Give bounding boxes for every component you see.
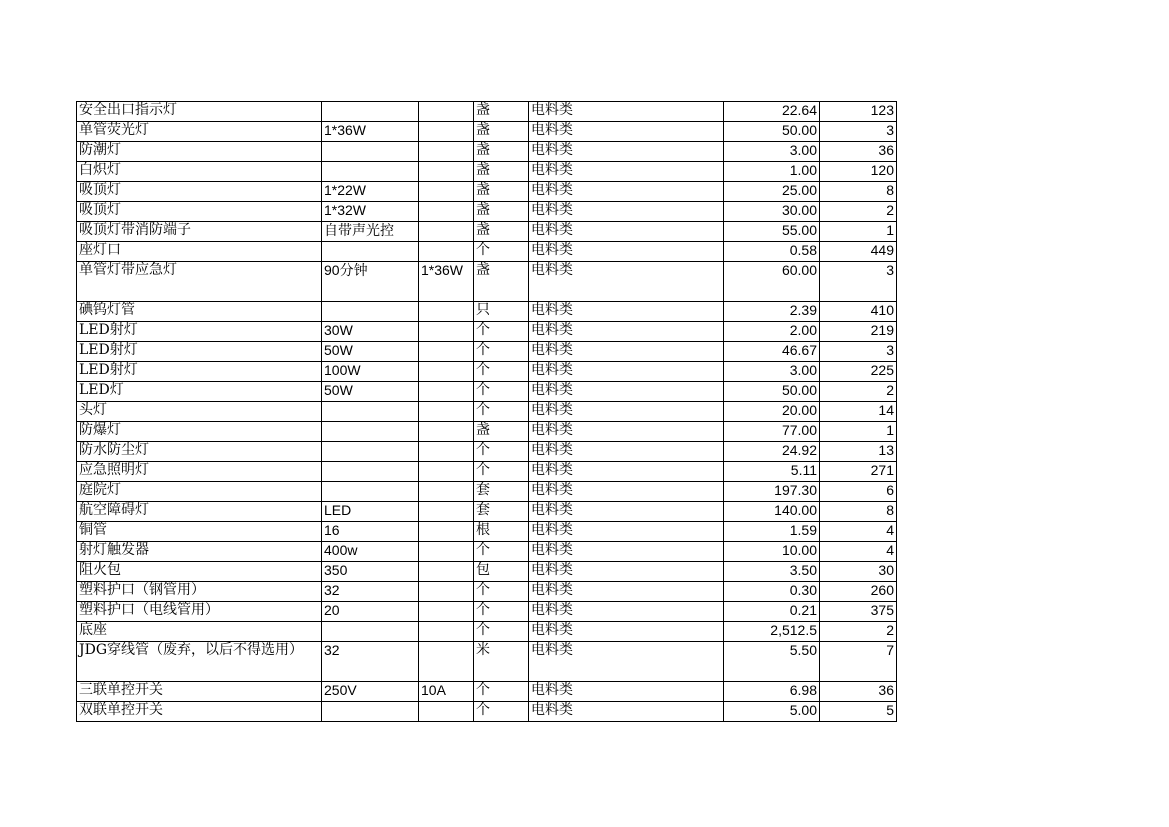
unit-price-cell[interactable]: 10.00	[724, 542, 820, 562]
unit-price-cell[interactable]: 3.50	[724, 562, 820, 582]
item-name-cell[interactable]: 吸顶灯	[77, 182, 322, 202]
table-row	[77, 482, 897, 502]
unit-cell[interactable]: 套	[474, 482, 529, 502]
quantity-cell[interactable]: 219	[820, 322, 897, 342]
table-row	[77, 342, 897, 362]
spec-extra-cell[interactable]	[419, 202, 474, 222]
spec-cell[interactable]: 400w	[322, 542, 419, 562]
spec-cell[interactable]	[322, 402, 419, 422]
unit-cell[interactable]: 根	[474, 522, 529, 542]
unit-price-cell[interactable]: 3.00	[724, 362, 820, 382]
spec-cell[interactable]: 16	[322, 522, 419, 542]
table-row	[77, 622, 897, 642]
unit-cell[interactable]: 个	[474, 462, 529, 482]
item-name-cell[interactable]: 座灯口	[77, 242, 322, 262]
item-name-cell[interactable]: 阻火包	[77, 562, 322, 582]
spec-cell[interactable]	[322, 242, 419, 262]
quantity-cell[interactable]: 7	[820, 642, 897, 682]
category-cell[interactable]: 电料类	[529, 262, 724, 302]
unit-price-cell[interactable]: 50.00	[724, 382, 820, 402]
unit-cell[interactable]: 盏	[474, 122, 529, 142]
item-name-cell[interactable]: 安全出口指示灯	[77, 102, 322, 122]
spec-cell[interactable]: 1*32W	[322, 202, 419, 222]
spec-cell[interactable]: 1*36W	[322, 122, 419, 142]
unit-price-cell[interactable]: 2,512.5	[724, 622, 820, 642]
quantity-cell[interactable]: 4	[820, 522, 897, 542]
quantity-cell[interactable]: 13	[820, 442, 897, 462]
table-row	[77, 182, 897, 202]
spec-extra-cell[interactable]	[419, 242, 474, 262]
quantity-cell[interactable]: 30	[820, 562, 897, 582]
spec-extra-cell[interactable]	[419, 482, 474, 502]
quantity-cell[interactable]: 14	[820, 402, 897, 422]
unit-price-cell[interactable]: 20.00	[724, 402, 820, 422]
spec-extra-cell[interactable]	[419, 222, 474, 242]
table-row	[77, 162, 897, 182]
quantity-cell[interactable]: 2	[820, 622, 897, 642]
category-cell[interactable]: 电料类	[529, 462, 724, 482]
category-cell[interactable]: 电料类	[529, 362, 724, 382]
category-cell[interactable]: 电料类	[529, 562, 724, 582]
unit-price-cell[interactable]: 50.00	[724, 122, 820, 142]
table-body	[77, 102, 897, 722]
quantity-cell[interactable]: 1	[820, 422, 897, 442]
unit-cell[interactable]: 盏	[474, 102, 529, 122]
category-cell[interactable]: 电料类	[529, 222, 724, 242]
spec-cell[interactable]	[322, 442, 419, 462]
unit-cell[interactable]: 个	[474, 402, 529, 422]
spec-extra-cell[interactable]	[419, 362, 474, 382]
table-row	[77, 402, 897, 422]
spec-extra-cell[interactable]	[419, 442, 474, 462]
quantity-cell[interactable]: 8	[820, 502, 897, 522]
quantity-cell[interactable]: 120	[820, 162, 897, 182]
quantity-cell[interactable]: 6	[820, 482, 897, 502]
category-cell[interactable]: 电料类	[529, 642, 724, 682]
quantity-cell[interactable]: 3	[820, 122, 897, 142]
item-name-cell[interactable]: 三联单控开关	[77, 682, 322, 702]
table-row	[77, 242, 897, 262]
quantity-cell[interactable]: 36	[820, 682, 897, 702]
spec-extra-cell[interactable]	[419, 422, 474, 442]
item-name-cell[interactable]: 塑料护口（钢管用）	[77, 582, 322, 602]
spec-cell[interactable]	[322, 622, 419, 642]
item-name-cell[interactable]: 射灯触发器	[77, 542, 322, 562]
spec-extra-cell[interactable]	[419, 382, 474, 402]
category-cell[interactable]: 电料类	[529, 702, 724, 722]
table-row	[77, 522, 897, 542]
spec-extra-cell[interactable]	[419, 122, 474, 142]
quantity-cell[interactable]: 4	[820, 542, 897, 562]
unit-cell[interactable]: 盏	[474, 422, 529, 442]
spec-cell[interactable]	[322, 702, 419, 722]
item-name-cell[interactable]: LED射灯	[77, 322, 322, 342]
spec-cell[interactable]: 350	[322, 562, 419, 582]
table-row	[77, 202, 897, 222]
unit-price-cell[interactable]: 140.00	[724, 502, 820, 522]
category-cell[interactable]: 电料类	[529, 522, 724, 542]
quantity-cell[interactable]: 2	[820, 202, 897, 222]
spec-cell[interactable]	[322, 102, 419, 122]
table-row	[77, 102, 897, 122]
unit-cell[interactable]: 套	[474, 502, 529, 522]
unit-cell[interactable]: 盏	[474, 142, 529, 162]
spec-cell[interactable]: 30W	[322, 322, 419, 342]
unit-price-cell[interactable]: 22.64	[724, 102, 820, 122]
unit-cell[interactable]: 个	[474, 342, 529, 362]
table-row	[77, 502, 897, 522]
unit-price-cell[interactable]: 2.39	[724, 302, 820, 322]
spec-extra-cell[interactable]	[419, 402, 474, 422]
spec-extra-cell[interactable]	[419, 302, 474, 322]
spec-cell[interactable]: 100W	[322, 362, 419, 382]
table-row	[77, 542, 897, 562]
unit-cell[interactable]: 个	[474, 682, 529, 702]
spec-cell[interactable]	[322, 462, 419, 482]
quantity-cell[interactable]: 3	[820, 262, 897, 302]
spec-extra-cell[interactable]	[419, 142, 474, 162]
spec-extra-cell[interactable]	[419, 462, 474, 482]
category-cell[interactable]: 电料类	[529, 602, 724, 622]
table-row	[77, 422, 897, 442]
unit-price-cell[interactable]: 0.58	[724, 242, 820, 262]
item-name-cell[interactable]: 防潮灯	[77, 142, 322, 162]
category-cell[interactable]: 电料类	[529, 342, 724, 362]
table-row	[77, 262, 897, 302]
unit-cell[interactable]: 只	[474, 302, 529, 322]
spec-extra-cell[interactable]	[419, 342, 474, 362]
unit-cell[interactable]: 盏	[474, 182, 529, 202]
category-cell[interactable]: 电料类	[529, 402, 724, 422]
spec-cell[interactable]: 自带声光控	[322, 222, 419, 242]
category-cell[interactable]: 电料类	[529, 122, 724, 142]
unit-cell[interactable]: 盏	[474, 162, 529, 182]
spec-cell[interactable]	[322, 142, 419, 162]
category-cell[interactable]: 电料类	[529, 422, 724, 442]
material-price-table	[76, 101, 897, 722]
spec-extra-cell[interactable]	[419, 562, 474, 582]
spec-cell[interactable]	[322, 162, 419, 182]
item-name-cell[interactable]: 吸顶灯	[77, 202, 322, 222]
table-row	[77, 302, 897, 322]
spec-cell[interactable]: 32	[322, 582, 419, 602]
category-cell[interactable]: 电料类	[529, 682, 724, 702]
item-name-cell[interactable]: 防水防尘灯	[77, 442, 322, 462]
category-cell[interactable]: 电料类	[529, 622, 724, 642]
unit-cell[interactable]: 个	[474, 362, 529, 382]
unit-cell[interactable]: 个	[474, 322, 529, 342]
unit-price-cell[interactable]: 46.67	[724, 342, 820, 362]
table-row	[77, 382, 897, 402]
spec-cell[interactable]	[322, 482, 419, 502]
item-name-cell[interactable]: 铜管	[77, 522, 322, 542]
item-name-cell[interactable]: 庭院灯	[77, 482, 322, 502]
spec-extra-cell[interactable]	[419, 542, 474, 562]
quantity-cell[interactable]: 375	[820, 602, 897, 622]
category-cell[interactable]: 电料类	[529, 202, 724, 222]
unit-price-cell[interactable]: 0.21	[724, 602, 820, 622]
category-cell[interactable]: 电料类	[529, 242, 724, 262]
category-cell[interactable]: 电料类	[529, 162, 724, 182]
unit-cell[interactable]: 盏	[474, 202, 529, 222]
spec-cell[interactable]	[322, 422, 419, 442]
unit-price-cell[interactable]: 30.00	[724, 202, 820, 222]
quantity-cell[interactable]: 5	[820, 702, 897, 722]
spec-cell[interactable]: 1*22W	[322, 182, 419, 202]
quantity-cell[interactable]: 1	[820, 222, 897, 242]
quantity-cell[interactable]: 36	[820, 142, 897, 162]
category-cell[interactable]: 电料类	[529, 502, 724, 522]
spec-cell[interactable]: 32	[322, 642, 419, 682]
quantity-cell[interactable]: 225	[820, 362, 897, 382]
spec-extra-cell[interactable]	[419, 622, 474, 642]
item-name-cell[interactable]: 防爆灯	[77, 422, 322, 442]
category-cell[interactable]: 电料类	[529, 182, 724, 202]
item-name-cell[interactable]: LED射灯	[77, 362, 322, 382]
item-name-cell[interactable]: 碘钨灯管	[77, 302, 322, 322]
category-cell[interactable]: 电料类	[529, 102, 724, 122]
spec-cell[interactable]	[322, 302, 419, 322]
spec-extra-cell[interactable]	[419, 522, 474, 542]
item-name-cell[interactable]: 底座	[77, 622, 322, 642]
table-row	[77, 682, 897, 702]
spec-extra-cell[interactable]	[419, 502, 474, 522]
unit-cell[interactable]: 包	[474, 562, 529, 582]
unit-cell[interactable]: 个	[474, 542, 529, 562]
category-cell[interactable]: 电料类	[529, 382, 724, 402]
spec-extra-cell[interactable]	[419, 582, 474, 602]
unit-cell[interactable]: 个	[474, 442, 529, 462]
unit-price-cell[interactable]: 24.92	[724, 442, 820, 462]
spec-cell[interactable]: 50W	[322, 342, 419, 362]
item-name-cell[interactable]: 吸顶灯带消防端子	[77, 222, 322, 242]
item-name-cell[interactable]: LED射灯	[77, 342, 322, 362]
spec-extra-cell[interactable]	[419, 642, 474, 682]
unit-price-cell[interactable]: 60.00	[724, 262, 820, 302]
unit-price-cell[interactable]: 25.00	[724, 182, 820, 202]
item-name-cell[interactable]: JDG穿线管（废弃，以后不得选用）	[77, 642, 322, 682]
unit-cell[interactable]: 个	[474, 622, 529, 642]
table-row	[77, 562, 897, 582]
item-name-cell[interactable]: 应急照明灯	[77, 462, 322, 482]
unit-price-cell[interactable]: 0.30	[724, 582, 820, 602]
quantity-cell[interactable]: 449	[820, 242, 897, 262]
quantity-cell[interactable]: 3	[820, 342, 897, 362]
unit-cell[interactable]: 个	[474, 602, 529, 622]
item-name-cell[interactable]: 白炽灯	[77, 162, 322, 182]
unit-price-cell[interactable]: 197.30	[724, 482, 820, 502]
unit-price-cell[interactable]: 6.98	[724, 682, 820, 702]
item-name-cell[interactable]: 双联单控开关	[77, 702, 322, 722]
unit-price-cell[interactable]: 1.59	[724, 522, 820, 542]
category-cell[interactable]: 电料类	[529, 322, 724, 342]
spec-cell[interactable]: 250V	[322, 682, 419, 702]
item-name-cell[interactable]: 航空障碍灯	[77, 502, 322, 522]
table-row	[77, 122, 897, 142]
spec-extra-cell[interactable]	[419, 162, 474, 182]
unit-cell[interactable]: 个	[474, 242, 529, 262]
spec-extra-cell[interactable]: 10A	[419, 682, 474, 702]
spec-extra-cell[interactable]	[419, 602, 474, 622]
unit-price-cell[interactable]: 55.00	[724, 222, 820, 242]
item-name-cell[interactable]: 单管荧光灯	[77, 122, 322, 142]
unit-price-cell[interactable]: 1.00	[724, 162, 820, 182]
table-row	[77, 602, 897, 622]
category-cell[interactable]: 电料类	[529, 442, 724, 462]
spec-extra-cell[interactable]	[419, 102, 474, 122]
unit-price-cell[interactable]: 3.00	[724, 142, 820, 162]
spec-extra-cell[interactable]	[419, 702, 474, 722]
spec-extra-cell[interactable]	[419, 182, 474, 202]
spec-cell[interactable]: 50W	[322, 382, 419, 402]
item-name-cell[interactable]: 头灯	[77, 402, 322, 422]
unit-price-cell[interactable]: 77.00	[724, 422, 820, 442]
table-row	[77, 322, 897, 342]
unit-cell[interactable]: 个	[474, 702, 529, 722]
category-cell[interactable]: 电料类	[529, 482, 724, 502]
quantity-cell[interactable]: 8	[820, 182, 897, 202]
category-cell[interactable]: 电料类	[529, 302, 724, 322]
category-cell[interactable]: 电料类	[529, 542, 724, 562]
unit-price-cell[interactable]: 5.00	[724, 702, 820, 722]
unit-price-cell[interactable]: 2.00	[724, 322, 820, 342]
item-name-cell[interactable]: LED灯	[77, 382, 322, 402]
table-row	[77, 702, 897, 722]
unit-price-cell[interactable]: 5.11	[724, 462, 820, 482]
spec-cell[interactable]: LED	[322, 502, 419, 522]
unit-cell[interactable]: 盏	[474, 222, 529, 242]
item-name-cell[interactable]: 塑料护口（电线管用）	[77, 602, 322, 622]
table-row	[77, 642, 897, 682]
spec-cell[interactable]: 90分钟	[322, 262, 419, 302]
quantity-cell[interactable]: 123	[820, 102, 897, 122]
unit-cell[interactable]: 米	[474, 642, 529, 682]
table-row	[77, 442, 897, 462]
unit-cell[interactable]: 个	[474, 382, 529, 402]
spec-extra-cell[interactable]	[419, 322, 474, 342]
quantity-cell[interactable]: 410	[820, 302, 897, 322]
table-row	[77, 582, 897, 602]
spec-extra-cell[interactable]: 1*36W	[419, 262, 474, 302]
unit-price-cell[interactable]: 5.50	[724, 642, 820, 682]
table-row	[77, 142, 897, 162]
spec-cell[interactable]: 20	[322, 602, 419, 622]
quantity-cell[interactable]: 260	[820, 582, 897, 602]
category-cell[interactable]: 电料类	[529, 582, 724, 602]
quantity-cell[interactable]: 2	[820, 382, 897, 402]
table-row	[77, 362, 897, 382]
table-row	[77, 462, 897, 482]
unit-cell[interactable]: 个	[474, 582, 529, 602]
category-cell[interactable]: 电料类	[529, 142, 724, 162]
quantity-cell[interactable]: 271	[820, 462, 897, 482]
table-row	[77, 222, 897, 242]
item-name-cell[interactable]: 单管灯带应急灯	[77, 262, 322, 302]
unit-cell[interactable]: 盏	[474, 262, 529, 302]
